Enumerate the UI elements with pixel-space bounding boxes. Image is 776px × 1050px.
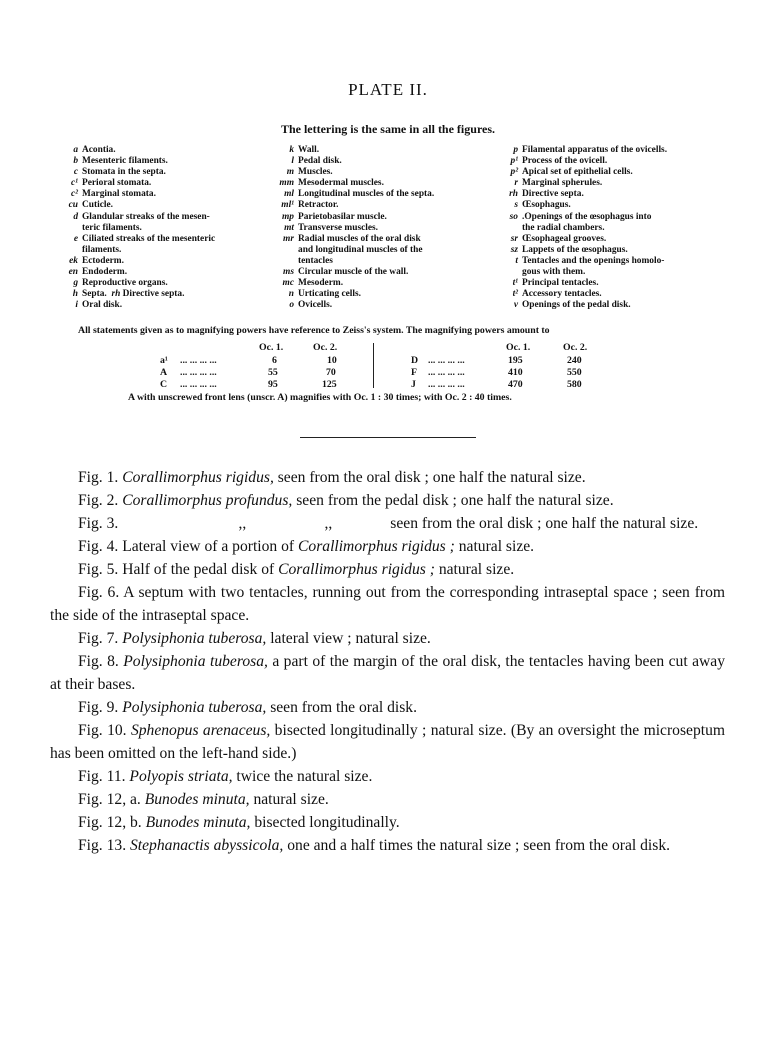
- figure-caption: Fig. 9. Polysiphonia tuberosa, seen from the oral disk.: [78, 699, 417, 716]
- legend-column-2: [272, 145, 482, 311]
- legend-entry: o Ovicells.: [289, 300, 333, 311]
- legend-entry: g Reproductive organs.: [73, 278, 168, 289]
- legend-entry: mr Radial muscles of the oral disk: [283, 233, 421, 244]
- figure-caption: Fig. 5. Half of the pedal disk of Corallimorphus rigidus ; natural size.: [78, 561, 515, 578]
- figure-caption: Fig. 12, b. Bunodes minuta, bisected longitudinally.: [78, 814, 400, 831]
- figure-caption: Fig. 2. Corallimorphus profundus, seen from the pedal disk ; one half the natural size.: [78, 492, 614, 509]
- legend-entry: sz Lappets of the œsophagus.: [510, 244, 628, 255]
- legend-entry: rh Directive septa.: [509, 189, 584, 200]
- legend-entry: ml¹ Retractor.: [281, 200, 339, 211]
- legend-entry: the radial chambers.: [522, 222, 605, 233]
- legend-entry: filaments.: [82, 244, 122, 255]
- legend-entry: tentacles: [298, 255, 333, 266]
- magnification-statement: All statements given as to magnifying powers have reference to Zeiss's system. The magnifying powers amount to: [78, 325, 550, 336]
- legend-entry: p Filamental apparatus of the ovicells.: [513, 145, 668, 155]
- oc2-header-left: Oc. 2.: [313, 342, 338, 353]
- legend-entry: cu Cuticle.: [68, 200, 113, 211]
- figure-caption: Fig. 3. ,, ,, seen from the oral disk ; one half the natural size.: [78, 515, 699, 532]
- plate-title: PLATE II.: [348, 80, 428, 99]
- legend-entry: mp Parietobasilar muscle.: [282, 211, 387, 222]
- figure-caption: Fig. 7. Polysiphonia tuberosa, lateral view ; natural size.: [78, 630, 431, 647]
- legend-entry: ml Longitudinal muscles of the septa.: [284, 189, 435, 200]
- legend-entry: mm Mesodermal muscles.: [279, 178, 384, 189]
- lettering-intro: The lettering is the same in all the figures.: [280, 122, 496, 136]
- legend-entry: p² Apical set of epithelial cells.: [510, 167, 633, 178]
- lens-note: A with unscrewed front lens (unscr. A) magnifies with Oc. 1 : 30 times; with Oc. 2 : 40 times.: [128, 392, 512, 403]
- legend-entry: t² Accessory tentacles.: [512, 289, 602, 300]
- legend-entry: p¹ Process of the ovicell.: [510, 156, 608, 167]
- legend-entry: ms Circular muscle of the wall.: [283, 267, 409, 278]
- legend-entry: a Acontia.: [73, 145, 116, 155]
- legend-entry: h Septa. rh Directive septa.: [72, 289, 185, 300]
- oc1-header-left: Oc. 1.: [259, 342, 284, 353]
- plate-page: PLATE II. The lettering is the same in all the figures. a Acontia. b Mesenteric filaments. c Stomata in the septa. c¹ Perioral stomata. c² Marginal stomata. cu Cuticle. d Glandular streaks of the mesen- teric filaments. e Ciliated streaks of the mesenteric filaments. ek Ectoderm. en Endoderm. g Reproductive organs. h Septa. rh Directive septa. i Oral disk. k Wall. l Pedal disk. m Muscles. mm Mesodermal muscles. ml Longitudinal muscles of the septa. ml¹ Retractor. mp Parietobasilar muscle. mt Transverse muscles. mr Radial muscles of the oral disk and longitudinal muscles of the tentacles ms Circular muscle of the wall. mc Mesoderm. n Urticating cells. o Ovicells. p Filamental apparatus of the ovicells. p¹ Process of the ovicell. p² Apical set of epithelial cells. r Marginal spherules. rh Directive septa. s Œsophagus. so .Openings of the œsophagus into the radial chambers. sr Œsophageal grooves. sz Lappets of the œsophagus. t Tentacles and the openings homolo- gous with them. t¹ Principal tentacles. t² Accessory tentacles. v Openings of the pedal disk. All statements given as to magnifying powers have reference to Zeiss's system. The magnifying powers amount to Oc. 1. Oc. 2. Oc. 1. Oc. 2. a¹ ... ... ... ... 6 10 D ... ... ... ... 195 240 A ... ... ... ... 55 70 F ... ... ... ... 410 550 C ... ... ... ... 95 125 J ... ... ... ... 470 580 A with unscrewed front lens (unscr. A) magnifies with Oc. 1 : 30 times; with Oc. 2 : 40 times. Fig. 1. Corallimorphus rigidus, seen from the oral disk ; one half the natural size. Fig. 2. Corallimorphus profundus, seen from the pedal disk ; one half the natural size. Fig. 3. ,, ,, seen from the oral disk ; one half the natural size. Fig. 4. Lateral view of a portion of Corallimorphus rigidus ; natural size. Fig. 5. Half of the pedal disk of Corallimorphus rigidus ; natural size. Fig. 6. A septum with two tentacles, running out from the corresponding intraseptal space ; seen from the side of the intraseptal space. Fig. 7. Polysiphonia tuberosa, lateral view ; natural size. Fig. 8. Polysiphonia tuberosa, a part of the margin of the oral disk, the tentacles having been cut away at their bases. Fig. 9. Polysiphonia tuberosa, seen from the oral disk. Fig. 10. Sphenopus arenaceus, bisected longitudinally ; natural size. (By an oversight the microseptum has been omitted on the left-hand side.) Fig. 11. Polyopis striata, twice the natural size. Fig. 12, a. Bunodes minuta, natural size. Fig. 12, b. Bunodes minuta, bisected longitudinally. Fig. 13. Stephanactis abyssicola, one and a half times the natural size ; seen from the oral disk.: [0, 0, 776, 1050]
- legend-entry: and longitudinal muscles of the: [298, 244, 423, 255]
- legend-column-1: [58, 145, 258, 311]
- figure-caption: Fig. 11. Polyopis striata, twice the natural size.: [78, 768, 373, 785]
- legend-entry: d Glandular streaks of the mesen-: [73, 211, 210, 222]
- legend-entry: l Pedal disk.: [291, 156, 342, 167]
- table-divider: [373, 343, 374, 388]
- legend-entry: ek Ectoderm.: [69, 255, 124, 266]
- legend-entry: t¹ Principal tentacles.: [512, 278, 599, 289]
- legend-entry: c² Marginal stomata.: [71, 189, 156, 200]
- figure-caption: Fig. 6. A septum with two tentacles, running out from the corresponding intraseptal space ; seen from the side of the intraseptal space.: [50, 584, 726, 624]
- legend-entry: n Urticating cells.: [288, 289, 362, 300]
- figure-caption: Fig. 10. Sphenopus arenaceus, bisected longitudinally ; natural size. (By an oversight the microseptum has been omitted on the left-hand side.): [50, 722, 726, 762]
- legend-entry: c Stomata in the septa.: [73, 167, 166, 178]
- legend-entry: e Ciliated streaks of the mesenteric: [73, 233, 216, 244]
- legend-entry: r Marginal spherules.: [514, 178, 603, 189]
- legend-entry: c¹ Perioral stomata.: [71, 178, 152, 189]
- legend-entry: so .Openings of the œsophagus into: [509, 211, 652, 222]
- legend-entry: sr Œsophageal grooves.: [510, 233, 607, 244]
- legend-entry: b Mesenteric filaments.: [73, 156, 168, 167]
- figure-list: [50, 466, 725, 857]
- legend-column-3: [498, 145, 728, 311]
- figure-caption: Fig. 4. Lateral view of a portion of Corallimorphus rigidus ; natural size.: [78, 538, 535, 555]
- legend-entry: t Tentacles and the openings homolo-: [515, 255, 665, 266]
- legend-entry: mc Mesoderm.: [282, 278, 344, 289]
- legend-entry: mt Transverse muscles.: [284, 222, 379, 233]
- legend-entry: i Oral disk.: [75, 300, 123, 311]
- figure-caption: Fig. 1. Corallimorphus rigidus, seen from the oral disk ; one half the natural size.: [78, 469, 586, 486]
- figure-caption: Fig. 12, a. Bunodes minuta, natural size.: [78, 791, 329, 808]
- legend-entry: gous with them.: [522, 267, 586, 278]
- oc2-header-right: Oc. 2.: [563, 342, 588, 353]
- legend-entry: s Œsophagus.: [514, 200, 571, 211]
- section-rule: [300, 437, 476, 438]
- legend-entry: v Openings of the pedal disk.: [513, 300, 631, 311]
- oc1-header-right: Oc. 1.: [506, 342, 531, 353]
- legend-entry: teric filaments.: [82, 222, 142, 233]
- figure-caption: Fig. 8. Polysiphonia tuberosa, a part of the margin of the oral disk, the tentacles having been cut away at their bases.: [50, 653, 725, 693]
- legend-entry: en Endoderm.: [68, 267, 128, 278]
- legend-entry: k Wall.: [289, 145, 320, 155]
- legend-entry: m Muscles.: [286, 167, 333, 178]
- figure-caption: Fig. 13. Stephanactis abyssicola, one and a half times the natural size ; seen from the oral disk.: [78, 837, 671, 854]
